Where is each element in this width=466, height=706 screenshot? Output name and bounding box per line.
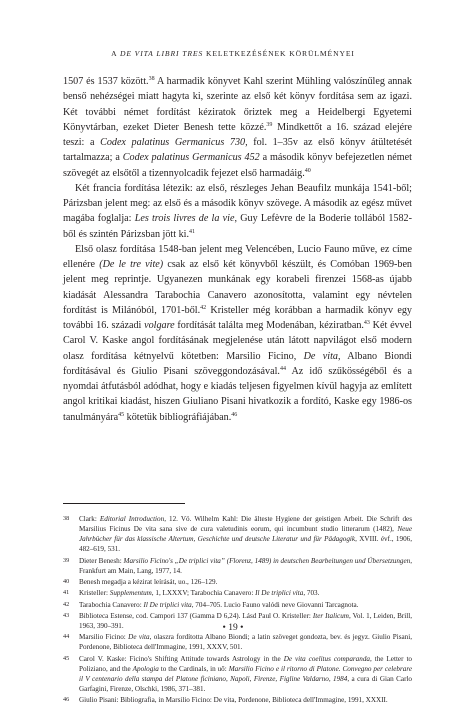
- note-reference: 40: [304, 167, 311, 174]
- footnote-number: 40: [63, 577, 70, 585]
- text-run: Két évvel Carol V. Kaske angol fordításának megjelenése után látott napvilágot első modern olasz fordítása kétnyelvű kötetben: Marsilio Ficino,: [63, 320, 412, 362]
- note-reference: 43: [363, 320, 370, 326]
- text-run: Clark:: [79, 515, 100, 523]
- text-run: , 1, LXXXV; Tarabochia Canavero:: [151, 589, 256, 598]
- footnote-text: [79, 655, 412, 693]
- footnote: [63, 588, 412, 598]
- text-run: fordítását találta meg Modenában, kéziratban.: [174, 320, 364, 331]
- running-head-post: KELETKEZÉSÉNEK KÖRÜLMÉNYEI: [203, 49, 355, 58]
- note-reference: 38: [148, 76, 155, 82]
- main-text: [63, 74, 412, 425]
- footnote-text: [79, 633, 412, 651]
- paragraph: [63, 181, 412, 242]
- text-run: a második könyv befejezetlen német szövegét az elsőtől a tizennyolcadik fejezet első harmadáig.: [63, 152, 412, 179]
- running-head-italic: DE VITA LIBRI TRES: [119, 49, 204, 58]
- text-run: Benesh megadja a kézirat leírását, uo., 126–129.: [79, 577, 218, 586]
- italic-text: De vita: [128, 633, 150, 642]
- paragraph: [63, 242, 412, 425]
- text-run: Biblioteca Estense, cod. Campori 137 (Gamma D 6,24). Lásd Paul O. Kristeller:: [79, 611, 313, 620]
- italic-text: Marsilio Ficino e il ritorno di Platone. Convegno per celebrare il V centenario della stampa del Platone ficiniano, Napoli, Firenze, Figline Valdarno, 1984: [79, 664, 412, 683]
- note-reference: 39: [266, 121, 273, 128]
- footnote-number: 46: [63, 696, 70, 704]
- text-run: , the Letter to Poliziano, and the: [79, 654, 412, 673]
- italic-text: Codex palatinus Germanicus 730,: [100, 137, 248, 148]
- italic-text: De vita: [303, 350, 338, 362]
- text-run: , Frankfurt am Main, Lang, 1977, 14.: [79, 556, 412, 575]
- text-run: , a cura di Gian Carlo Garfagini, Firenze, Olschki, 1986, 371–381.: [79, 674, 413, 693]
- text-run: Marsilio Ficino:: [79, 633, 129, 642]
- text-run: A harmadik könyvet Kahl szerint Mühling valószínűleg annak benső nehézségei miatt hagyta ki, szerinte az első két könyv fordítása sem az igazi. Két további német fordítást kéziratok őriztek meg a Heidelbergi Egyetemi Könyvtárban, ezeket Dieter Benesh tette közzé.: [63, 76, 412, 133]
- text-run: Két francia fordítása létezik: az első, részleges Jehan Beaufilz munkája 1541-ből; Párizsban jelent meg: az első és a második könyv szövege. A második az egész művet magába foglalja:: [63, 182, 412, 225]
- text-run: Tarabochia Canavero:: [79, 600, 144, 609]
- footnote-number: 39: [63, 556, 70, 564]
- italic-text: (De le tre vite): [99, 259, 164, 270]
- text-run: Kristeller még korábban a harmadik könyv egy további 16. századi: [63, 304, 412, 331]
- footnote-text: [79, 557, 412, 575]
- italic-text: Les trois livres de la vie: [134, 213, 235, 225]
- text-run: , 704–705. Lucio Fauno valódi neve Giovanni Tarcagnota.: [191, 600, 359, 609]
- note-reference: 41: [188, 228, 195, 235]
- italic-text: Il De triplici vita: [255, 589, 304, 598]
- running-head-pre: A: [111, 49, 120, 58]
- note-reference: 46: [231, 411, 238, 418]
- footnote-number: 44: [63, 633, 70, 641]
- footnote-text: [79, 696, 388, 704]
- text-run: Giulio Pisani: Bibliografia, in Marsilio Ficino: De vita, Pordenone, Biblioteca dell'Immagine, 1991, XXXII.: [79, 696, 388, 705]
- italic-text: Codex palatinus Germanicus 452: [122, 152, 260, 164]
- footnote-text: [79, 601, 358, 609]
- footnote-text: [79, 515, 412, 553]
- italic-text: volgare: [144, 320, 175, 331]
- text-run: Kristeller:: [79, 589, 110, 598]
- text-run: Carol V. Kaske: Ficino's Shifting Attitude towards Astrology in the: [79, 654, 284, 663]
- text-run: , 12. Vö. Wilhelm Kahl: Die älteste Hygiene der geistigen Arbeit. Die Schrift des Marsilius Ficinus De vita sana sive de cura valetudinis eorum, qui incumbunt studio litterarum (1482),: [79, 515, 412, 534]
- note-reference: 42: [200, 304, 207, 311]
- italic-text: Neue Jahrbücher für das klassische Altertum, Geschichte und deutsche Literatur und für Pädagogik: [79, 525, 412, 544]
- italic-text: Apologia: [132, 664, 159, 673]
- footnote: [63, 514, 412, 554]
- text-run: Az idő szűkösségéből és a nyomdai átfutásból adódhat, hogy e kiadás teljesen figyelmen kívül hagyja az említett angol kritikai kiadást, hiszen Giuliano Pisani hivatkozik a fordító, Kaske egy 1986-os tanulmányára: [63, 365, 413, 423]
- footnote: [63, 654, 412, 694]
- text-run: Mindkettőt a 16. század elejére teszi: a: [63, 121, 412, 148]
- italic-text: Editorial Introduction: [99, 515, 165, 523]
- text-run: Dieter Benesh:: [79, 556, 124, 565]
- running-head: [0, 49, 466, 58]
- footnote: [63, 556, 412, 576]
- italic-text: Supplementum: [109, 589, 152, 598]
- italic-text: Marsilio Ficino's „De triplici vita” (Florenz, 1489) in deutschen Bearbeitungen und Übersetzungen: [123, 556, 411, 565]
- footnote-number: 42: [63, 600, 70, 608]
- footnote-number: 45: [63, 654, 70, 662]
- text-run: , Vol. 1, Leiden, Brill, 1963, 390–391.: [79, 611, 412, 630]
- page-number: • 19 •: [222, 623, 244, 633]
- text-run: Első olasz fordítása 1548-ban jelent meg Velencében, Lucio Fauno műve, ez címe ellenére: [63, 243, 412, 270]
- text-run: fol. 1–35v az első könyv átültetését tartalmazza; a: [63, 137, 412, 164]
- note-reference: 45: [118, 411, 125, 418]
- footnote-separator: [63, 503, 185, 504]
- footnote: [63, 600, 412, 610]
- text-run: csak az első két könyvből készült, és Comóban 1969-ben jelent meg reprintje. Ugyanezen munkának egy korabeli firenzei 1568-as újabb kiadását Alessandra Tarabochia Canavero azonosította, valamint egy névtelen fordítást is Milánóból, 1701-ből.: [63, 259, 412, 316]
- italic-text: Iter Italicum: [312, 611, 349, 620]
- paragraph: [63, 74, 412, 181]
- italic-text: De vita coelitus comparanda: [283, 654, 370, 663]
- text-run: , olaszra fordította Albano Biondi; a latin szöveget gondozta, bev. és jegyz. Giulio Pisani, Pordenone, Biblioteca dell'Immagine, 1991, XXXV, 501.: [79, 633, 412, 652]
- text-run: , Albano Biondi fordításával és Giulio Pisani szöveggondozásával.: [63, 350, 412, 377]
- footnote-text: [79, 589, 319, 597]
- footnote-number: 41: [63, 589, 70, 597]
- italic-text: Il De triplici vita: [143, 600, 192, 609]
- text-run: , XVIII. évf., 1906, 482–619, 531.: [79, 535, 412, 554]
- footnote: [63, 632, 412, 652]
- footnote-number: 43: [63, 611, 70, 619]
- footnote-number: 38: [63, 515, 70, 522]
- footnote-text: [79, 578, 217, 586]
- note-reference: 44: [279, 365, 286, 372]
- text-run: 1507 és 1537 között.: [63, 76, 149, 87]
- footnotes: [63, 514, 412, 706]
- footnote: [63, 695, 412, 705]
- text-run: to the Cardinals, in uő:: [158, 664, 229, 673]
- text-run: , 703.: [303, 589, 320, 598]
- text-run: , Guy Lefèvre de la Boderie tollából 1582-ből és szintén Párizsban jött ki.: [63, 213, 412, 240]
- text-run: kötetük bibliográfiájában.: [124, 411, 232, 423]
- footnote: [63, 577, 412, 587]
